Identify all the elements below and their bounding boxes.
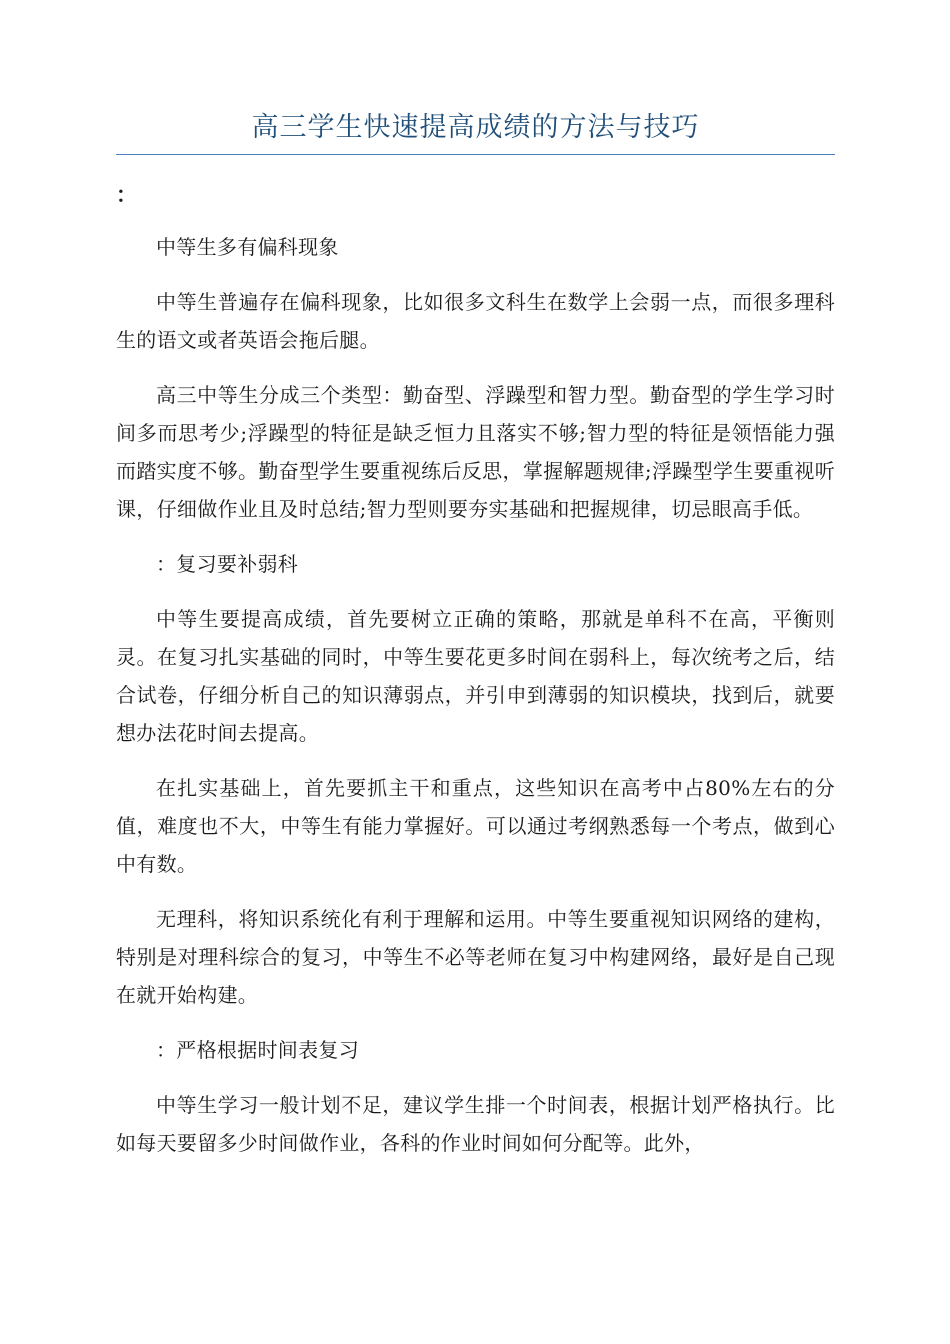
- lead-colon: ：: [116, 182, 137, 207]
- document-body: [116, 228, 835, 1179]
- paragraph-heading-timetable: ：严格根据时间表复习: [156, 1038, 359, 1062]
- paragraph: 在扎实基础上，首先要抓主干和重点，这些知识在高考中占80%左右的分值，难度也不大，中等生有能力掌握好。可以通过考纲熟悉每一个考点，做到心中有数。: [116, 776, 835, 876]
- title-underline: [116, 154, 835, 155]
- paragraph: 无理科，将知识系统化有利于理解和运用。中等生要重视知识网络的建构，特别是对理科综合的复习，中等生不必等老师在复习中构建网络，最好是自己现在就开始构建。: [116, 907, 835, 1007]
- paragraph-heading-partial-subjects: 中等生多有偏科现象: [156, 235, 339, 259]
- document-title: 高三学生快速提高成绩的方法与技巧: [251, 112, 700, 143]
- paragraph: 中等生学习一般计划不足，建议学生排一个时间表，根据计划严格执行。比如每天要留多少时间做作业，各科的作业时间如何分配等。此外，: [116, 1093, 835, 1155]
- paragraph: 中等生普遍存在偏科现象，比如很多文科生在数学上会弱一点，而很多理科生的语文或者英语会拖后腿。: [116, 290, 835, 352]
- paragraph: 中等生要提高成绩，首先要树立正确的策略，那就是单科不在高，平衡则灵。在复习扎实基础的同时，中等生要花更多时间在弱科上，每次统考之后，结合试卷，仔细分析自己的知识薄弱点，并引申到薄弱的知识模块，找到后，就要想办法花时间去提高。: [116, 607, 835, 745]
- paragraph: 高三中等生分成三个类型：勤奋型、浮躁型和智力型。勤奋型的学生学习时间多而思考少;浮躁型的特征是缺乏恒力且落实不够;智力型的特征是领悟能力强而踏实度不够。勤奋型学生要重视练后反思，掌握解题规律;浮躁型学生要重视听课，仔细做作业且及时总结;智力型则要夯实基础和把握规律，切忌眼高手低。: [116, 383, 835, 521]
- paragraph-heading-weak-subjects: ：复习要补弱科: [156, 552, 299, 576]
